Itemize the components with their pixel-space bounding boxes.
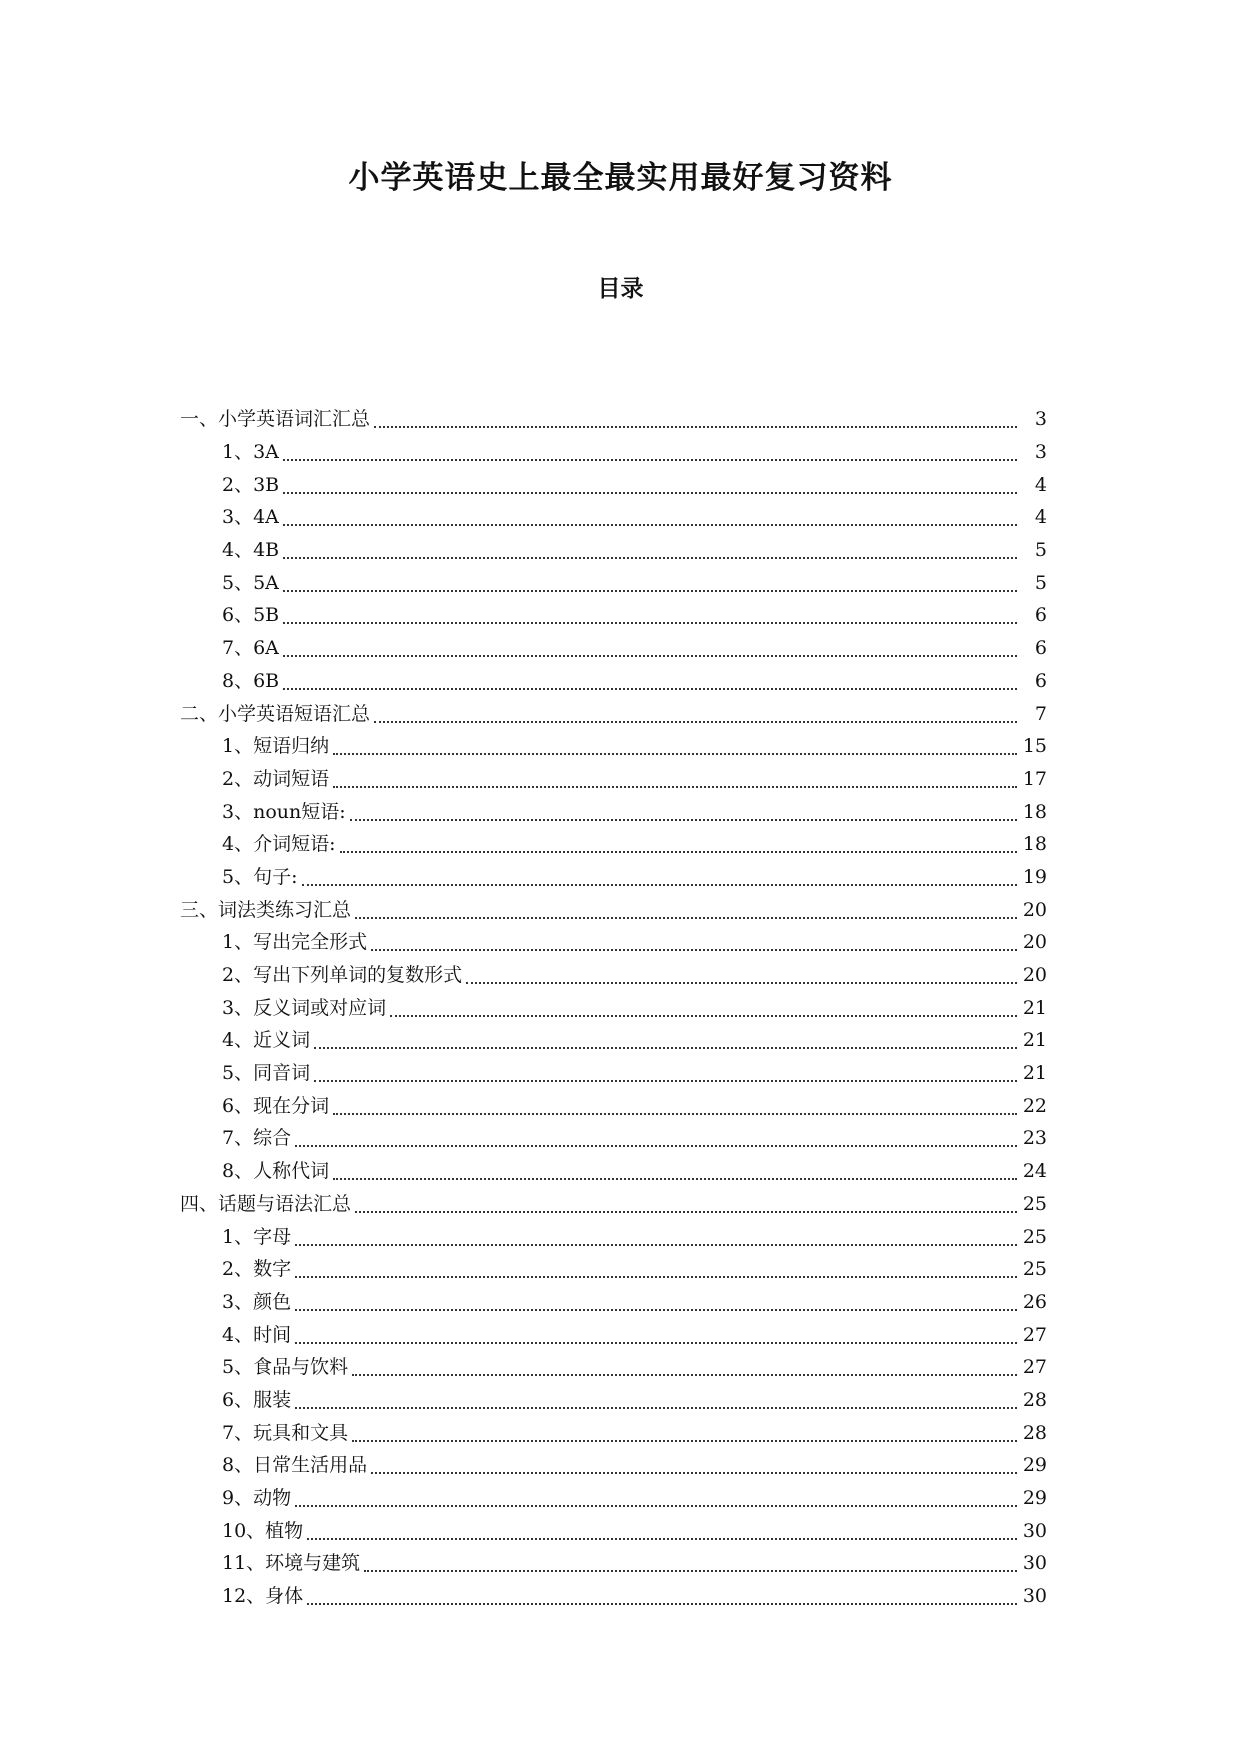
toc-dot-leader	[283, 688, 1017, 690]
toc-dot-leader	[283, 622, 1017, 624]
toc-subsection-entry[interactable]	[0, 1514, 1241, 1547]
toc-dot-leader	[371, 949, 1017, 951]
toc-dot-leader	[307, 1603, 1017, 1605]
toc-page-number: 25	[1022, 1225, 1047, 1248]
toc-entry-label: 5、食品与饮料	[222, 1356, 349, 1379]
toc-subsection-entry[interactable]	[0, 534, 1241, 567]
toc-section-entry[interactable]	[0, 1188, 1241, 1221]
toc-page-number: 30	[1022, 1552, 1047, 1575]
toc-dot-leader	[314, 1047, 1017, 1049]
toc-page-number: 23	[1022, 1127, 1047, 1150]
toc-page-number: 3	[1034, 408, 1047, 431]
toc-dot-leader	[295, 1505, 1017, 1507]
toc-entry-label: 1、字母	[222, 1225, 292, 1248]
toc-dot-leader	[340, 851, 1018, 853]
toc-page-number: 21	[1022, 996, 1047, 1019]
toc-page-number: 20	[1022, 898, 1047, 921]
toc-entry-label: 1、3A	[222, 441, 279, 464]
toc-subsection-entry[interactable]	[0, 1089, 1241, 1122]
toc-entry-label: 一、小学英语词汇汇总	[180, 408, 371, 431]
toc-entry-label: 3、4A	[222, 506, 279, 529]
toc-subsection-entry[interactable]	[0, 1449, 1241, 1482]
toc-entry-label: 4、时间	[222, 1323, 292, 1346]
toc-page-number: 6	[1034, 669, 1047, 692]
toc-dot-leader	[333, 1113, 1017, 1115]
toc-page-number: 4	[1034, 473, 1047, 496]
toc-dot-leader	[355, 917, 1017, 919]
toc-subsection-entry[interactable]	[0, 730, 1241, 763]
toc-dot-leader	[333, 753, 1017, 755]
toc-subsection-entry[interactable]	[0, 795, 1241, 828]
toc-page-number: 18	[1022, 800, 1047, 823]
toc-dot-leader	[364, 1570, 1017, 1572]
toc-dot-leader	[350, 819, 1017, 821]
toc-entry-label: 6、现在分词	[222, 1094, 330, 1117]
toc-page-number: 29	[1022, 1487, 1047, 1510]
toc-entry-label: 3、反义词或对应词	[222, 996, 387, 1019]
toc-entry-label: 5、5A	[222, 571, 279, 594]
toc-dot-leader	[295, 1244, 1017, 1246]
toc-page-number: 15	[1022, 735, 1047, 758]
toc-entry-label: 3、noun短语:	[222, 800, 346, 823]
toc-subsection-entry[interactable]	[0, 861, 1241, 894]
toc-page-number: 5	[1034, 539, 1047, 562]
toc-subsection-entry[interactable]	[0, 1286, 1241, 1319]
toc-subsection-entry[interactable]	[0, 599, 1241, 632]
toc-entry-label: 7、6A	[222, 637, 279, 660]
toc-page-number: 30	[1022, 1519, 1047, 1542]
toc-entry-label: 7、玩具和文具	[222, 1421, 349, 1444]
toc-section-entry[interactable]	[0, 893, 1241, 926]
toc-entry-label: 2、写出下列单词的复数形式	[222, 964, 463, 987]
toc-entry-label: 10、植物	[222, 1519, 304, 1542]
toc-page-number: 25	[1022, 1192, 1047, 1215]
toc-dot-leader	[295, 1309, 1017, 1311]
toc-page-number: 3	[1034, 441, 1047, 464]
toc-dot-leader	[283, 655, 1017, 657]
toc-subsection-entry[interactable]	[0, 1547, 1241, 1580]
toc-dot-leader	[283, 590, 1017, 592]
toc-dot-leader	[390, 1015, 1017, 1017]
toc-page-number: 26	[1022, 1290, 1047, 1313]
toc-subsection-entry[interactable]	[0, 436, 1241, 469]
toc-subsection-entry[interactable]	[0, 1253, 1241, 1286]
toc-subsection-entry[interactable]	[0, 632, 1241, 665]
toc-dot-leader	[466, 982, 1017, 984]
toc-entry-label: 4、4B	[222, 539, 280, 562]
toc-page-number: 27	[1022, 1356, 1047, 1379]
toc-entry-label: 1、写出完全形式	[222, 931, 368, 954]
toc-entry-label: 2、数字	[222, 1258, 292, 1281]
toc-subsection-entry[interactable]	[0, 1318, 1241, 1351]
toc-subsection-entry[interactable]	[0, 1351, 1241, 1384]
toc-entry-label: 4、介词短语:	[222, 833, 336, 856]
toc-subsection-entry[interactable]	[0, 1155, 1241, 1188]
toc-dot-leader	[314, 1080, 1017, 1082]
toc-page-number: 28	[1022, 1388, 1047, 1411]
toc-subsection-entry[interactable]	[0, 926, 1241, 959]
toc-page-number: 20	[1022, 931, 1047, 954]
toc-entry-label: 8、人称代词	[222, 1160, 330, 1183]
toc-entry-label: 三、词法类练习汇总	[180, 898, 352, 921]
toc-heading: 目录	[597, 276, 644, 302]
toc-entry-label: 3、颜色	[222, 1290, 292, 1313]
toc-dot-leader	[307, 1538, 1017, 1540]
toc-subsection-entry[interactable]	[0, 1024, 1241, 1057]
toc-entry-label: 6、5B	[222, 604, 280, 627]
toc-subsection-entry[interactable]	[0, 763, 1241, 796]
toc-subsection-entry[interactable]	[0, 468, 1241, 501]
toc-entry-label: 2、3B	[222, 473, 280, 496]
toc-entry-label: 9、动物	[222, 1487, 292, 1510]
toc-subsection-entry[interactable]	[0, 959, 1241, 992]
toc-dot-leader	[374, 426, 1017, 428]
toc-entry-label: 12、身体	[222, 1585, 304, 1608]
toc-subsection-entry[interactable]	[0, 991, 1241, 1024]
toc-dot-leader	[371, 1472, 1017, 1474]
toc-page-number: 19	[1022, 865, 1047, 888]
toc-dot-leader	[295, 1342, 1017, 1344]
toc-subsection-entry[interactable]	[0, 1580, 1241, 1613]
toc-entry-label: 6、服装	[222, 1388, 292, 1411]
toc-entry-label: 4、近义词	[222, 1029, 311, 1052]
toc-entry-label: 1、短语归纳	[222, 735, 330, 758]
toc-dot-leader	[283, 557, 1017, 559]
toc-page-number: 6	[1034, 637, 1047, 660]
toc-dot-leader	[295, 1276, 1017, 1278]
toc-dot-leader	[295, 1145, 1017, 1147]
toc-subsection-entry[interactable]	[0, 1220, 1241, 1253]
toc-entry-label: 5、句子:	[222, 865, 298, 888]
toc-subsection-entry[interactable]	[0, 828, 1241, 861]
toc-dot-leader	[355, 1211, 1017, 1213]
toc-dot-leader	[283, 492, 1017, 494]
toc-subsection-entry[interactable]	[0, 1416, 1241, 1449]
toc-page-number: 30	[1022, 1585, 1047, 1608]
toc-dot-leader	[333, 786, 1017, 788]
toc-subsection-entry[interactable]	[0, 1122, 1241, 1155]
toc-subsection-entry[interactable]	[0, 566, 1241, 599]
toc-entry-label: 四、话题与语法汇总	[180, 1192, 352, 1215]
toc-page-number: 21	[1022, 1029, 1047, 1052]
toc-entry-label: 5、同音词	[222, 1062, 311, 1085]
toc-entry-label: 2、动词短语	[222, 767, 330, 790]
toc-dot-leader	[302, 884, 1018, 886]
toc-page-number: 28	[1022, 1421, 1047, 1444]
toc-dot-leader	[374, 721, 1017, 723]
toc-entry-label: 8、日常生活用品	[222, 1454, 368, 1477]
toc-entry-label: 二、小学英语短语汇总	[180, 702, 371, 725]
toc-dot-leader	[352, 1374, 1017, 1376]
toc-subsection-entry[interactable]	[0, 501, 1241, 534]
toc-dot-leader	[283, 524, 1017, 526]
toc-page-number: 6	[1034, 604, 1047, 627]
toc-page-number: 29	[1022, 1454, 1047, 1477]
toc-page-number: 17	[1022, 767, 1047, 790]
toc-page-number: 21	[1022, 1062, 1047, 1085]
toc-subsection-entry[interactable]	[0, 1482, 1241, 1515]
toc-dot-leader	[283, 459, 1017, 461]
toc-entry-label: 11、环境与建筑	[222, 1552, 361, 1575]
toc-page-number: 5	[1034, 571, 1047, 594]
toc-subsection-entry[interactable]	[0, 665, 1241, 698]
toc-section-entry[interactable]	[0, 403, 1241, 436]
document-title: 小学英语史上最全最实用最好复习资料	[348, 160, 893, 196]
toc-dot-leader	[352, 1440, 1017, 1442]
toc-section-entry[interactable]	[0, 697, 1241, 730]
toc-page-number: 25	[1022, 1258, 1047, 1281]
toc-page-number: 27	[1022, 1323, 1047, 1346]
toc-dot-leader	[333, 1178, 1017, 1180]
toc-page-number: 22	[1022, 1094, 1047, 1117]
toc-entry-label: 8、6B	[222, 669, 280, 692]
toc-dot-leader	[295, 1407, 1017, 1409]
table-of-contents	[0, 403, 1241, 1612]
toc-subsection-entry[interactable]	[0, 1057, 1241, 1090]
toc-page-number: 20	[1022, 964, 1047, 987]
toc-page-number: 7	[1034, 702, 1047, 725]
toc-page-number: 18	[1022, 833, 1047, 856]
toc-page-number: 4	[1034, 506, 1047, 529]
toc-subsection-entry[interactable]	[0, 1384, 1241, 1417]
toc-page-number: 24	[1022, 1160, 1047, 1183]
toc-entry-label: 7、综合	[222, 1127, 292, 1150]
